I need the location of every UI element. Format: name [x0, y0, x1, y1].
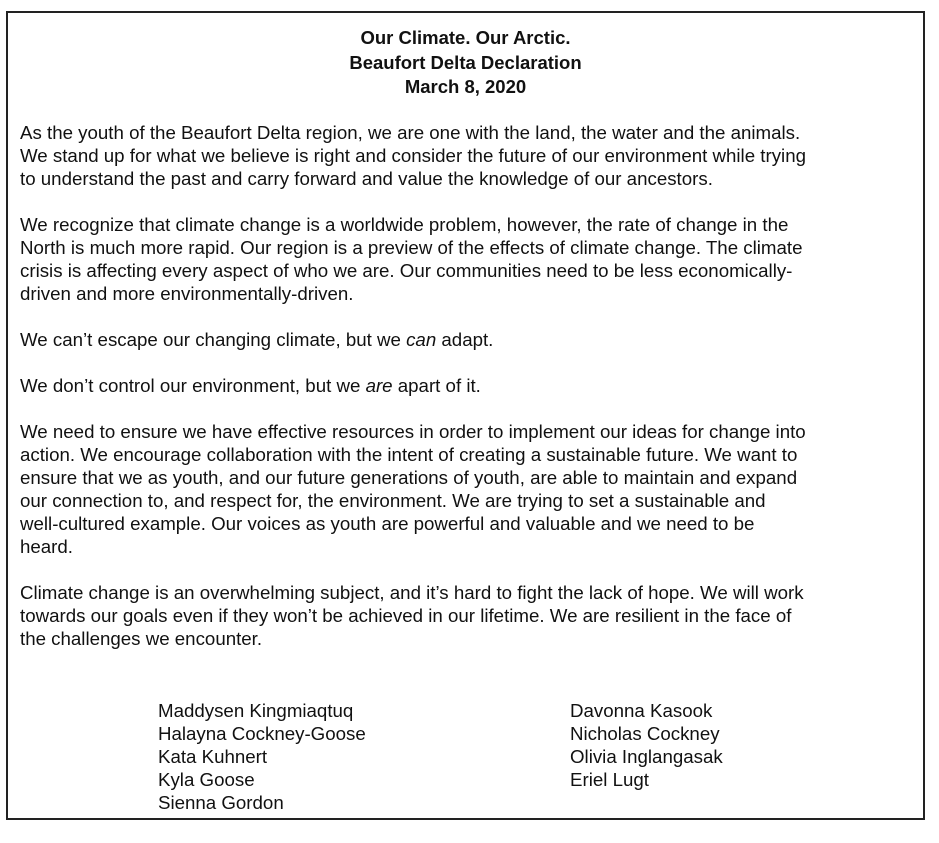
emphasis-text: can: [406, 329, 437, 350]
text-fragment: We can’t escape our changing climate, but we: [20, 329, 407, 350]
header-date: March 8, 2020: [404, 76, 527, 97]
paragraph-environment: [20, 374, 920, 397]
signatory-name: Halayna Cockney-Goose: [158, 723, 366, 744]
text-line: the challenges we encounter.: [20, 628, 263, 649]
paragraph-resources: [20, 420, 920, 558]
declaration-header: [8, 26, 923, 100]
text-line: ensure that we as youth, and our future generations of youth, are able to maintain and expand: [20, 467, 798, 488]
text-line: As the youth of the Beaufort Delta region, we are one with the land, the water and the animals.: [20, 122, 801, 143]
text-line: well-cultured example. Our voices as youth are powerful and valuable and we need to be: [20, 513, 755, 534]
text-line: North is much more rapid. Our region is a preview of the effects of climate change. The climate: [20, 237, 803, 258]
text-line: Climate change is an overwhelming subject, and it’s hard to fight the lack of hope. We will work: [20, 582, 804, 603]
signatories-left-column: [158, 699, 366, 814]
text-fragment: We don’t control our environment, but we: [20, 375, 366, 396]
signatory-name: Maddysen Kingmiaqtuq: [158, 700, 354, 721]
signatory-name: Olivia Inglangasak: [570, 746, 723, 767]
signatory-name: Eriel Lugt: [570, 769, 649, 790]
text-line: We recognize that climate change is a worldwide problem, however, the rate of change in the: [20, 214, 789, 235]
text-line: to understand the past and carry forward and value the knowledge of our ancestors.: [20, 168, 713, 189]
signatory-name: Nicholas Cockney: [570, 723, 720, 744]
signatory-name: Kata Kuhnert: [158, 746, 268, 767]
paragraph-youth-identity: [20, 121, 920, 190]
declaration-body: [20, 121, 920, 673]
paragraph-hope: [20, 581, 920, 650]
text-line: heard.: [20, 536, 73, 557]
text-line: action. We encourage collaboration with the intent of creating a sustainable future. We want to: [20, 444, 798, 465]
text-line: We need to ensure we have effective resources in order to implement our ideas for change into: [20, 421, 806, 442]
text-line: towards our goals even if they won’t be achieved in our lifetime. We are resilient in the face of: [20, 605, 792, 626]
declaration-frame: [6, 11, 925, 820]
header-title: Our Climate. Our Arctic.: [360, 27, 571, 48]
signatory-name: Davonna Kasook: [570, 700, 713, 721]
signatory-name: Sienna Gordon: [158, 792, 284, 813]
emphasis-text: are: [365, 375, 393, 396]
text-fragment: adapt.: [436, 329, 494, 350]
text-fragment: apart of it.: [392, 375, 481, 396]
text-line: our connection to, and respect for, the environment. We are trying to set a sustainable and: [20, 490, 766, 511]
text-line: crisis is affecting every aspect of who we are. Our communities need to be less economically-: [20, 260, 793, 281]
header-subtitle: Beaufort Delta Declaration: [349, 51, 582, 73]
signatory-name: Kyla Goose: [158, 769, 255, 790]
paragraph-adapt: [20, 328, 920, 351]
paragraph-climate-change: [20, 213, 920, 305]
text-line: driven and more environmentally-driven.: [20, 283, 354, 304]
text-line: We stand up for what we believe is right and consider the future of our environment while trying: [20, 145, 806, 166]
signatories-right-column: [570, 699, 723, 791]
